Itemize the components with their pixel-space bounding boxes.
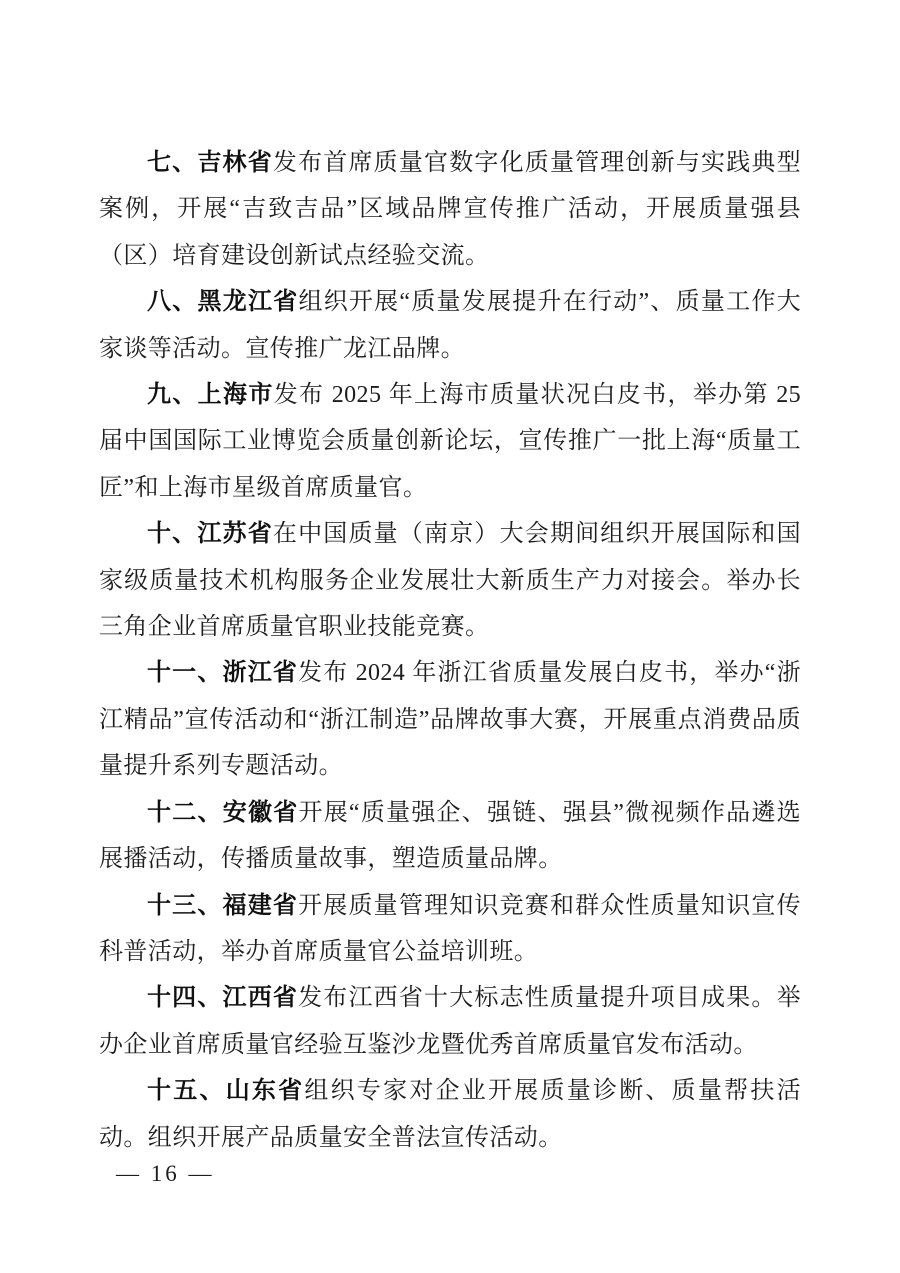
- paragraph-prefix: 十四、江西省: [147, 984, 299, 1012]
- paragraph-item-13: [99, 883, 801, 976]
- paragraph-item-8: [99, 279, 801, 372]
- paragraph-prefix: 十一、浙江省: [147, 659, 299, 687]
- paragraph-text: 发布 2024 年浙江省质量发展白皮书，举办“浙江精品”宣传活动和“浙江制造”品牌故事大赛，开展重点消费品质量提升系列专题活动。: [99, 660, 801, 780]
- paragraph-item-15: [99, 1068, 801, 1161]
- paragraph-item-11: [99, 650, 801, 789]
- paragraph-text: 开展“质量强企、强链、强县”微视频作品遴选展播活动，传播质量故事，塑造质量品牌。: [99, 799, 801, 873]
- paragraph-text: 发布首席质量官数字化质量管理创新与实践典型案例，开展“吉致吉品”区域品牌宣传推广活动，开展质量强县（区）培育建设创新试点经验交流。: [99, 150, 801, 269]
- page-number: — 16 —: [116, 1161, 215, 1186]
- paragraph-prefix: 九、上海市: [147, 381, 274, 409]
- paragraph-prefix: 十三、福建省: [147, 891, 299, 919]
- paragraph-text: 发布江西省十大标志性质量提升项目成果。举办企业首席质量官经验互鉴沙龙暨优秀首席质量官发布活动。: [99, 985, 801, 1058]
- paragraph-item-10: [99, 511, 801, 650]
- paragraph-item-7: [99, 140, 801, 279]
- paragraph-prefix: 八、黑龙江省: [147, 288, 299, 316]
- paragraph-item-9: [99, 372, 801, 511]
- paragraph-prefix: 十二、安徽省: [147, 798, 299, 826]
- paragraph-prefix: 十五、山东省: [147, 1077, 305, 1105]
- paragraph-text: 组织开展“质量发展提升在行动”、质量工作大家谈等活动。宣传推广龙江品牌。: [99, 289, 801, 362]
- paragraph-text: 组织专家对企业开展质量诊断、质量帮扶活动。组织开展产品质量安全普法宣传活动。: [99, 1078, 801, 1151]
- paragraph-item-12: [99, 790, 801, 883]
- paragraph-item-14: [99, 975, 801, 1068]
- document-body: [99, 140, 801, 1161]
- paragraph-prefix: 七、吉林省: [147, 149, 273, 176]
- paragraph-text: 发布 2025 年上海市质量状况白皮书，举办第 25 届中国国际工业博览会质量创新论坛，宣传推广一批上海“质量工匠”和上海市星级首席质量官。: [99, 382, 801, 501]
- paragraph-text: 在中国质量（南京）大会期间组织开展国际和国家级质量技术机构服务企业发展壮大新质生产力对接会。举办长三角企业首席质量官职业技能竞赛。: [99, 521, 801, 641]
- paragraph-prefix: 十、江苏省: [147, 520, 273, 548]
- paragraph-text: 开展质量管理知识竞赛和群众性质量知识宣传科普活动，举办首席质量官公益培训班。: [99, 892, 801, 965]
